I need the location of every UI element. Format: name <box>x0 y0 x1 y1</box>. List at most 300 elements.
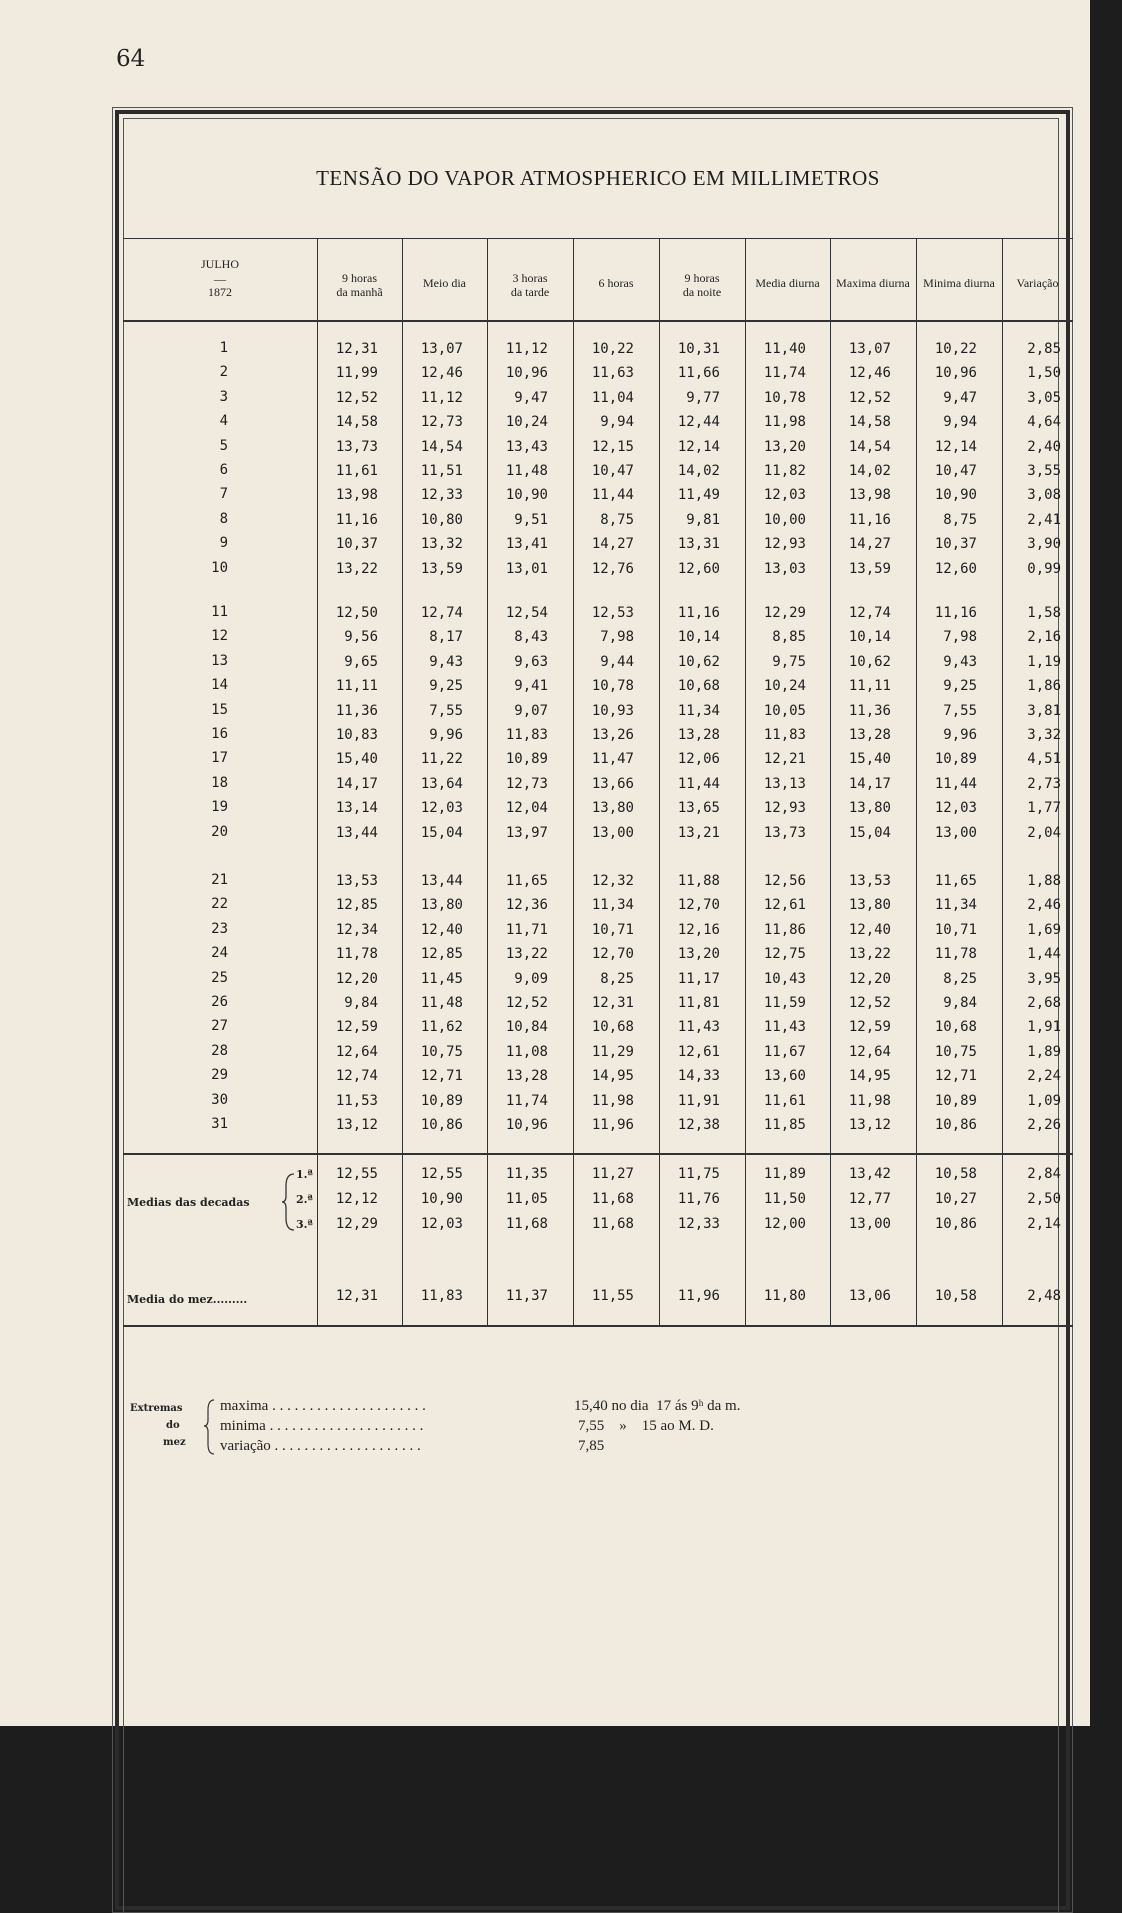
table-cell: 12,70 <box>591 946 634 963</box>
year-label: 1872 <box>208 285 232 299</box>
table-cell: 2,73 <box>1027 775 1061 792</box>
table-cell: 9,56 <box>344 629 378 646</box>
table-cell: 10,14 <box>677 629 720 646</box>
table-cell: 3,95 <box>1027 970 1061 987</box>
column-header <box>830 276 916 290</box>
table-cell: 11,74 <box>763 365 806 382</box>
table-cell: 8,43 <box>514 629 548 646</box>
table-cell: 10,90 <box>934 487 977 504</box>
day-number: 10 <box>211 559 228 576</box>
table-frame-inner <box>123 118 1059 1913</box>
decade-cell: 12,12 <box>335 1191 378 1207</box>
table-cell: 13,13 <box>763 775 806 792</box>
table-cell: 11,11 <box>848 678 891 695</box>
table-cell: 11,66 <box>677 365 720 382</box>
column-header-line1: 3 horas <box>512 271 548 285</box>
table-cell: 9,47 <box>943 389 977 406</box>
table-cell: 11,22 <box>420 751 463 768</box>
decade-cell: 11,35 <box>505 1166 548 1182</box>
table-cell: 11,98 <box>848 1092 891 1109</box>
table-cell: 11,61 <box>763 1092 806 1109</box>
column-header-line2: da noite <box>682 285 722 299</box>
table-cell: 11,86 <box>763 921 806 938</box>
extremes-var-label: variação . . . . . . . . . . . . . . . . . . . . <box>220 1438 421 1454</box>
table-cell: 10,90 <box>505 487 548 504</box>
table-cell: 11,43 <box>677 1019 720 1036</box>
table-cell: 14,02 <box>677 463 720 479</box>
table-cell: 12,56 <box>763 873 806 889</box>
table-cell: 13,53 <box>335 873 378 889</box>
table-cell: 12,75 <box>763 946 806 963</box>
table-cell: 15,40 <box>848 751 891 768</box>
month-mean-cell: 11,37 <box>505 1288 548 1304</box>
table-cell: 2,68 <box>1027 995 1061 1011</box>
table-cell: 13,01 <box>505 560 548 577</box>
table-cell: 12,44 <box>677 414 720 431</box>
table-cell: 1,77 <box>1027 800 1061 817</box>
day-number: 29 <box>211 1067 228 1084</box>
table-cell: 10,68 <box>677 678 720 695</box>
table-cell: 10,83 <box>335 727 378 743</box>
day-number: 5 <box>219 437 228 454</box>
decade-cell: 11,68 <box>505 1216 548 1232</box>
table-cell: 8,85 <box>772 629 806 646</box>
table-cell: 10,62 <box>848 653 891 670</box>
table-cell: 13,21 <box>677 824 720 841</box>
table-cell: 13,32 <box>420 536 463 553</box>
table-cell: 13,20 <box>677 946 720 963</box>
table-cell: 12,04 <box>505 800 548 817</box>
table-cell: 12,29 <box>763 605 806 621</box>
table-cell: 15,04 <box>420 824 463 841</box>
table-cell: 13,20 <box>763 438 806 455</box>
extremes-var-value: 7,85 <box>578 1438 605 1454</box>
table-cell: 13,07 <box>848 341 891 357</box>
day-number: 30 <box>211 1091 228 1108</box>
table-cell: 10,93 <box>591 702 634 719</box>
decade-cell: 11,76 <box>677 1191 720 1207</box>
table-cell: 13,12 <box>848 1117 891 1133</box>
table-cell: 12,73 <box>420 414 463 431</box>
decade-cell: 2,50 <box>1027 1191 1061 1207</box>
table-cell: 11,45 <box>420 970 463 987</box>
table-cell: 11,88 <box>677 873 720 889</box>
table-cell: 10,96 <box>505 365 548 382</box>
decade-cell: 12,29 <box>335 1216 378 1232</box>
day-number: 21 <box>211 872 228 888</box>
table-cell: 12,60 <box>934 560 977 577</box>
table-cell: 3,81 <box>1027 702 1061 719</box>
table-cell: 13,03 <box>763 560 806 577</box>
table-cell: 13,98 <box>848 487 891 504</box>
table-cell: 9,07 <box>514 702 548 719</box>
table-cell: 9,41 <box>514 678 548 695</box>
table-cell: 9,75 <box>772 653 806 670</box>
table-cell: 11,62 <box>420 1019 463 1036</box>
table-cell: 10,71 <box>934 921 977 938</box>
table-cell: 13,65 <box>677 800 720 817</box>
table-cell: 9,96 <box>429 727 463 743</box>
table-cell: 11,48 <box>505 463 548 479</box>
table-cell: 13,73 <box>335 438 378 455</box>
table-cell: 9,63 <box>514 653 548 670</box>
table-cell: 12,36 <box>505 897 548 914</box>
decades-label: Medias das decadas <box>127 1196 250 1209</box>
header-bottom-rule <box>123 320 1073 322</box>
table-cell: 12,03 <box>420 800 463 817</box>
table-cell: 2,40 <box>1027 438 1061 455</box>
table-cell: 8,17 <box>429 629 463 646</box>
table-cell: 12,74 <box>420 605 463 621</box>
month-mean-cell: 11,96 <box>677 1288 720 1304</box>
table-cell: 12,74 <box>335 1068 378 1085</box>
table-cell: 13,80 <box>848 800 891 817</box>
table-cell: 13,00 <box>591 824 634 841</box>
table-cell: 14,58 <box>848 414 891 431</box>
table-cell: 12,73 <box>505 775 548 792</box>
table-cell: 10,89 <box>505 751 548 768</box>
table-cell: 11,78 <box>934 946 977 963</box>
table-cell: 12,20 <box>335 970 378 987</box>
month-mean-cell: 13,06 <box>848 1288 891 1304</box>
table-cell: 14,02 <box>848 463 891 479</box>
day-number: 28 <box>211 1042 228 1059</box>
table-cell: 13,14 <box>335 800 378 817</box>
table-cell: 11,83 <box>505 727 548 743</box>
table-cell: 9,94 <box>600 414 634 431</box>
column-header <box>745 276 830 290</box>
day-number: 4 <box>219 413 228 430</box>
extremes-label-3: mez <box>163 1437 186 1448</box>
table-cell: 12,15 <box>591 438 634 455</box>
table-bottom-rule <box>123 1325 1073 1327</box>
table-cell: 13,28 <box>848 727 891 743</box>
table-cell: 8,75 <box>600 511 634 528</box>
table-cell: 12,32 <box>591 873 634 889</box>
table-cell: 12,21 <box>763 751 806 768</box>
extremes-max-label: maxima . . . . . . . . . . . . . . . . . . . . . <box>220 1398 426 1414</box>
table-cell: 12,54 <box>505 605 548 621</box>
table-cell: 10,89 <box>420 1092 463 1109</box>
table-cell: 10,89 <box>934 1092 977 1109</box>
table-cell: 13,43 <box>505 438 548 455</box>
table-cell: 0,99 <box>1027 560 1061 577</box>
table-cell: 13,00 <box>934 824 977 841</box>
table-cell: 1,89 <box>1027 1043 1061 1060</box>
table-cell: 12,40 <box>420 921 463 938</box>
table-cell: 11,51 <box>420 463 463 479</box>
decade-cell: 13,00 <box>848 1216 891 1232</box>
extremes-label-1: Extremas <box>130 1403 183 1414</box>
table-cell: 12,70 <box>677 897 720 914</box>
table-cell: 12,59 <box>335 1019 378 1036</box>
table-cell: 12,14 <box>934 438 977 455</box>
table-cell: 10,24 <box>763 678 806 695</box>
column-header <box>573 276 659 290</box>
table-cell: 3,90 <box>1027 536 1061 553</box>
table-cell: 12,60 <box>677 560 720 577</box>
table-cell: 11,91 <box>677 1092 720 1109</box>
day-number: 14 <box>211 677 228 694</box>
day-number: 31 <box>211 1116 228 1132</box>
month-label: JULHO <box>201 257 239 271</box>
table-cell: 12,31 <box>335 341 378 357</box>
table-cell: 10,00 <box>763 511 806 528</box>
table-cell: 2,85 <box>1027 341 1061 357</box>
month-mean-label: Media do mez......... <box>127 1293 248 1306</box>
table-cell: 10,47 <box>591 463 634 479</box>
table-cell: 7,98 <box>600 629 634 646</box>
table-cell: 12,03 <box>934 800 977 817</box>
table-cell: 9,43 <box>943 653 977 670</box>
table-cell: 14,54 <box>420 438 463 455</box>
table-cell: 11,36 <box>848 702 891 719</box>
table-cell: 10,62 <box>677 653 720 670</box>
table-cell: 2,46 <box>1027 897 1061 914</box>
table-cell: 14,95 <box>848 1068 891 1085</box>
table-cell: 11,16 <box>848 511 891 528</box>
decade-cell: 11,68 <box>591 1191 634 1207</box>
table-cell: 14,54 <box>848 438 891 455</box>
table-cell: 13,73 <box>763 824 806 841</box>
table-cell: 3,05 <box>1027 389 1061 406</box>
table-cell: 10,05 <box>763 702 806 719</box>
column-header-line1: 9 horas <box>684 271 720 285</box>
column-header-line1: Media diurna <box>755 276 820 290</box>
table-cell: 13,41 <box>505 536 548 553</box>
table-cell: 11,34 <box>934 897 977 914</box>
decade-cell: 11,89 <box>763 1166 806 1182</box>
table-cell: 12,71 <box>934 1068 977 1085</box>
table-cell: 3,32 <box>1027 727 1061 743</box>
table-cell: 11,65 <box>505 873 548 889</box>
table-cell: 9,65 <box>344 653 378 670</box>
table-cell: 9,84 <box>344 995 378 1011</box>
table-cell: 8,25 <box>600 970 634 987</box>
table-cell: 12,59 <box>848 1019 891 1036</box>
day-number: 24 <box>211 945 228 962</box>
column-header <box>487 271 573 299</box>
table-cell: 13,66 <box>591 775 634 792</box>
day-number: 16 <box>211 726 228 742</box>
day-number: 20 <box>211 823 228 840</box>
table-cell: 11,71 <box>505 921 548 938</box>
column-header-line1: 9 horas <box>342 271 377 285</box>
table-cell: 12,34 <box>335 921 378 938</box>
table-cell: 10,96 <box>934 365 977 382</box>
month-mean-cell: 2,48 <box>1027 1288 1061 1304</box>
table-cell: 4,64 <box>1027 414 1061 431</box>
table-cell: 10,75 <box>420 1043 463 1060</box>
table-cell: 10,78 <box>763 389 806 406</box>
day-number: 12 <box>211 628 228 645</box>
table-cell: 8,25 <box>943 970 977 987</box>
table-cell: 15,40 <box>335 751 378 768</box>
table-cell: 12,76 <box>591 560 634 577</box>
column-header <box>317 271 402 299</box>
decade-number: 3.ª <box>296 1218 313 1231</box>
table-cell: 12,93 <box>763 800 806 817</box>
table-cell: 12,31 <box>591 995 634 1011</box>
table-cell: 2,26 <box>1027 1117 1061 1133</box>
day-number: 19 <box>211 799 228 816</box>
table-cell: 1,88 <box>1027 873 1061 889</box>
decade-cell: 11,05 <box>505 1191 548 1207</box>
table-cell: 1,69 <box>1027 921 1061 938</box>
table-cell: 1,86 <box>1027 678 1061 695</box>
day-number: 27 <box>211 1018 228 1035</box>
table-cell: 12,93 <box>763 536 806 553</box>
day-number: 17 <box>211 750 228 767</box>
table-cell: 11,74 <box>505 1092 548 1109</box>
table-cell: 11,99 <box>335 365 378 382</box>
table-cell: 12,85 <box>335 897 378 914</box>
decade-cell: 10,27 <box>934 1191 977 1207</box>
month-mean-cell: 11,83 <box>420 1288 463 1304</box>
table-cell: 2,41 <box>1027 511 1061 528</box>
column-header-line1: Meio dia <box>423 276 466 290</box>
table-cell: 12,52 <box>335 389 378 406</box>
decade-number: 2.ª <box>296 1193 313 1206</box>
table-cell: 10,86 <box>934 1117 977 1133</box>
table-cell: 11,16 <box>335 511 378 528</box>
table-cell: 2,04 <box>1027 824 1061 841</box>
table-cell: 11,44 <box>591 487 634 504</box>
decade-cell: 12,33 <box>677 1216 720 1232</box>
table-cell: 12,40 <box>848 921 891 938</box>
day-number: 3 <box>219 388 228 405</box>
table-cell: 12,74 <box>848 605 891 621</box>
table-cell: 13,98 <box>335 487 378 504</box>
table-cell: 10,24 <box>505 414 548 431</box>
decades-brace <box>282 1172 296 1232</box>
table-cell: 10,68 <box>934 1019 977 1036</box>
table-cell: 13,44 <box>420 873 463 889</box>
table-cell: 1,44 <box>1027 946 1061 963</box>
table-cell: 10,22 <box>934 341 977 357</box>
table-cell: 11,17 <box>677 970 720 987</box>
table-cell: 13,07 <box>420 341 463 357</box>
day-number: 23 <box>211 920 228 937</box>
table-cell: 14,27 <box>848 536 891 553</box>
table-cell: 11,98 <box>763 414 806 431</box>
table-cell: 10,37 <box>934 536 977 553</box>
table-cell: 13,97 <box>505 824 548 841</box>
table-cell: 11,16 <box>677 605 720 621</box>
decade-cell: 12,55 <box>335 1166 378 1182</box>
decade-cell: 12,03 <box>420 1216 463 1232</box>
decades-top-rule <box>123 1153 1073 1155</box>
table-cell: 12,46 <box>848 365 891 382</box>
table-cell: 11,63 <box>591 365 634 382</box>
table-cell: 1,91 <box>1027 1019 1061 1036</box>
table-cell: 9,43 <box>429 653 463 670</box>
table-cell: 10,75 <box>934 1043 977 1060</box>
day-number: 7 <box>219 486 228 503</box>
column-header-line1: Maxima diurna <box>836 276 910 290</box>
table-cell: 11,12 <box>505 341 548 357</box>
table-cell: 10,78 <box>591 678 634 695</box>
table-cell: 14,17 <box>848 775 891 792</box>
table-cell: 12,85 <box>420 946 463 963</box>
column-header-line1: Variação <box>1016 276 1059 290</box>
column-header <box>659 271 745 299</box>
decade-cell: 12,55 <box>420 1166 463 1182</box>
table-cell: 10,96 <box>505 1117 548 1133</box>
table-cell: 9,77 <box>686 389 720 406</box>
table-cell: 1,58 <box>1027 605 1061 621</box>
month-mean-cell: 12,31 <box>335 1288 378 1304</box>
page-number: 64 <box>116 46 146 72</box>
table-cell: 11,59 <box>763 995 806 1011</box>
day-number: 6 <box>219 462 228 478</box>
table-cell: 11,11 <box>335 678 378 695</box>
table-cell: 7,55 <box>429 702 463 719</box>
table-cell: 7,55 <box>943 702 977 719</box>
table-cell: 14,17 <box>335 775 378 792</box>
table-cell: 10,80 <box>420 511 463 528</box>
decade-cell: 10,90 <box>420 1191 463 1207</box>
extremes-label-2: do <box>166 1420 180 1431</box>
table-cell: 11,08 <box>505 1043 548 1060</box>
table-cell: 12,64 <box>848 1043 891 1060</box>
table-cell: 12,38 <box>677 1117 720 1133</box>
table-cell: 11,48 <box>420 995 463 1011</box>
table-cell: 9,47 <box>514 389 548 406</box>
table-cell: 13,64 <box>420 775 463 792</box>
table-cell: 2,24 <box>1027 1068 1061 1085</box>
table-cell: 12,33 <box>420 487 463 504</box>
table-cell: 12,20 <box>848 970 891 987</box>
table-cell: 14,33 <box>677 1068 720 1085</box>
table-cell: 10,22 <box>591 341 634 357</box>
day-number: 8 <box>219 510 228 527</box>
column-header-line1: 6 horas <box>598 276 634 290</box>
table-cell: 11,29 <box>591 1043 634 1060</box>
table-cell: 1,50 <box>1027 365 1061 382</box>
table-cell: 13,22 <box>848 946 891 963</box>
table-cell: 11,81 <box>677 995 720 1011</box>
table-cell: 9,44 <box>600 653 634 670</box>
table-cell: 14,58 <box>335 414 378 431</box>
table-cell: 13,26 <box>591 727 634 743</box>
decade-cell: 11,68 <box>591 1216 634 1232</box>
column-header-line1: Minima diurna <box>923 276 995 290</box>
page-title: TENSÃO DO VAPOR ATMOSPHERICO EM MILLIMETROS <box>316 166 880 190</box>
table-cell: 11,44 <box>677 775 720 792</box>
decade-cell: 2,14 <box>1027 1216 1061 1232</box>
table-cell: 9,96 <box>943 727 977 743</box>
table-cell: 1,09 <box>1027 1092 1061 1109</box>
table-cell: 13,22 <box>505 946 548 963</box>
table-cell: 13,44 <box>335 824 378 841</box>
day-number: 26 <box>211 994 228 1010</box>
column-header <box>1002 276 1073 290</box>
day-number: 25 <box>211 969 228 986</box>
extremes-min-label: minima . . . . . . . . . . . . . . . . . . . . . <box>220 1418 424 1434</box>
decade-cell: 13,42 <box>848 1166 891 1182</box>
table-cell: 11,65 <box>934 873 977 889</box>
table-cell: 9,94 <box>943 414 977 431</box>
month-mean-cell: 11,55 <box>591 1288 634 1304</box>
table-cell: 12,61 <box>677 1043 720 1060</box>
table-cell: 13,59 <box>420 560 463 577</box>
table-cell: 13,53 <box>848 873 891 889</box>
table-cell: 3,55 <box>1027 463 1061 479</box>
table-cell: 10,31 <box>677 341 720 357</box>
table-cell: 11,96 <box>591 1117 634 1133</box>
table-cell: 12,53 <box>591 605 634 621</box>
